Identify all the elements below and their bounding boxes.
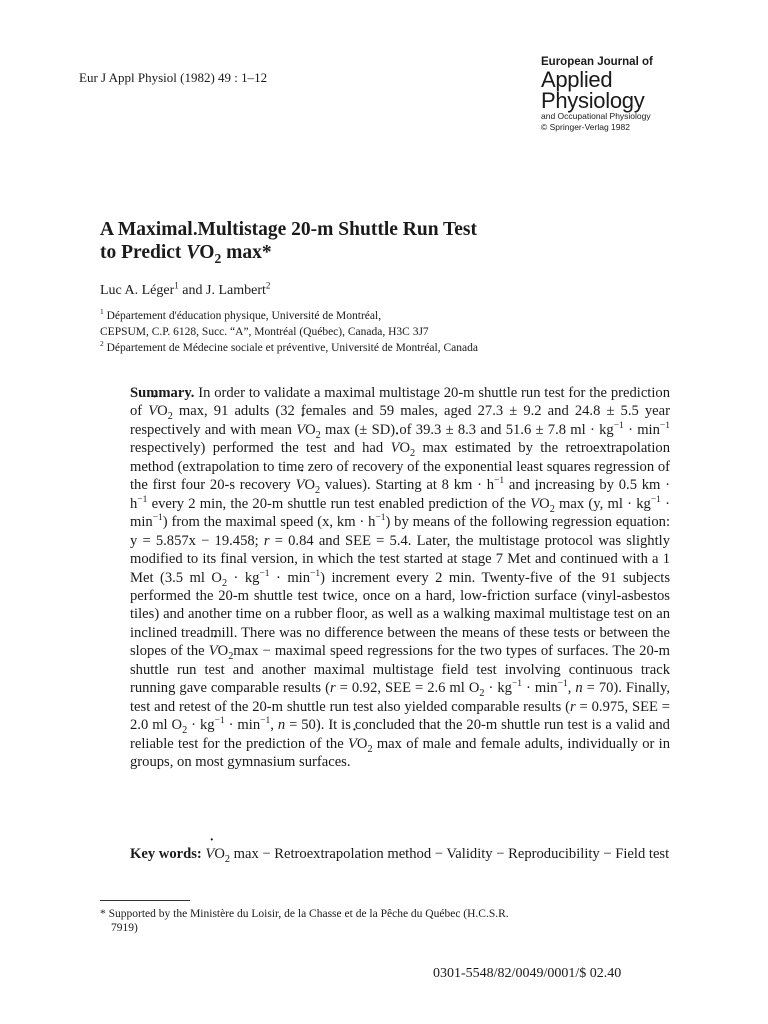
- title-line1: A Maximal Multistage 20-m Shuttle Run Test: [100, 219, 478, 240]
- summary-text-run: = 0.975, SEE = 2.0 ml O: [130, 698, 671, 734]
- summary-text-run: 2: [479, 688, 485, 700]
- summary-text-run: · min: [269, 569, 311, 586]
- summary-text-run: 2: [167, 411, 173, 423]
- summary-text-run: values). Starting at 8 km · h: [320, 477, 495, 494]
- journal-name-line2: Applied: [541, 67, 613, 92]
- summary-text-run: max (± SD) of 39.3 ± 8.3 and 51.6 ± 7.8 ml · kg: [320, 421, 614, 438]
- summary-text-run: max estimated by the retroextrapolation method (extrapolation to time zero of recovery of the exponential least squares regression of the first four 20-s recovery: [130, 440, 670, 494]
- summary-text-run: ,: [567, 680, 576, 697]
- summary-text-run: ) from the maximal speed (x, km · h: [162, 514, 376, 531]
- summary-text-run: ) by means of the following regression equation: y = 5.857x − 19.458;: [130, 514, 671, 549]
- summary-text-run: ˙ V: [391, 439, 400, 457]
- summary-text-run: O: [157, 403, 168, 420]
- summary-text-run: −1: [650, 494, 661, 505]
- keywords-paragraph: [130, 845, 670, 864]
- summary-text-run: ˙ V: [296, 421, 305, 439]
- summary-text-run: ,: [270, 717, 278, 734]
- author-1: Luc A. Léger: [100, 283, 175, 298]
- summary-text-run: O: [399, 440, 411, 457]
- summary-text-run: O: [304, 477, 316, 494]
- footnote-line1: * Supported by the Ministère du Loisir, de la Chasse et de la Pêche du Québec (H.C.S.R.: [100, 908, 509, 920]
- summary-text-run: n: [277, 717, 286, 734]
- summary-text-run: −1: [494, 476, 505, 487]
- summary-text-run: −1: [659, 421, 670, 432]
- summary-text-run: −1: [613, 421, 624, 432]
- summary-text-run: r: [570, 698, 576, 715]
- journal-citation: Eur J Appl Physiol (1982) 49 : 1–12: [79, 70, 268, 85]
- affil-1-text: Département d'éducation physique, Université de Montréal,: [103, 310, 382, 322]
- summary-text-run: = 0.84 and SEE = 5.4. Later, the multistage protocol was slightly modified to its final version, in which the test started at stage 7 Met and continued with a 1 Met (3.5 ml O: [130, 532, 671, 586]
- footnote-line2: 7919): [111, 922, 138, 934]
- journal-masthead: [541, 56, 653, 133]
- summary-text-run: and increasing by 0.5 km · h: [130, 477, 670, 512]
- title-line2-pre: to Predict: [100, 242, 187, 263]
- summary-text-run: · kg: [227, 569, 260, 586]
- keywords-label: Key words:: [130, 846, 202, 862]
- summary-text-run: max, 91 adults (32 females and 59 males, aged 27.3 ± 9.2 and 24.8 ± 5.5 year respectively and with mean: [130, 403, 670, 438]
- summary-text-run: · kg: [187, 717, 215, 734]
- summary-text-run: ) increment every 2 min. Twenty-five of the 91 subjects performed the 20-m shuttle test twice, once on a hard, low-friction surface (vinyl-asbestos tiles) and another time on a rubber floor, as well as a walking maximal multistage test on an inclined treadmill. There was no difference between the means of these tests or between the slopes of the: [130, 569, 670, 660]
- summary-text-run: · kg: [484, 680, 512, 697]
- summary-text-run: 2: [549, 503, 555, 515]
- summary-text-run: O: [356, 735, 368, 752]
- summary-text-run: −1: [137, 494, 148, 505]
- summary-text-run: ˙ V: [348, 735, 357, 753]
- summary-text-run: −1: [259, 568, 270, 579]
- article-code: 0301-5548/82/0049/0001/$ 02.40: [433, 966, 622, 981]
- title-line2-post: max*: [221, 242, 272, 263]
- author-list: [100, 280, 271, 299]
- summary-text-run: every 2 min, the 20-m shuttle run test enabled prediction of the: [147, 495, 531, 512]
- summary-text-run: ˙ V: [209, 642, 218, 660]
- summary-text-run: 2: [315, 429, 321, 441]
- summary-text-run: O: [217, 643, 229, 660]
- summary-text-run: · min: [623, 421, 660, 438]
- journal-subtitle: and Occupational Physiology: [541, 111, 651, 121]
- affiliations: [100, 308, 478, 356]
- journal-name-line3: Physiology: [541, 88, 645, 113]
- keywords-text: max − Retroextrapolation method − Validity − Reproducibility − Field test: [229, 846, 670, 862]
- summary-text-run: O: [305, 421, 316, 438]
- summary-text-run: · min: [522, 680, 558, 697]
- summary-text-run: −1: [310, 568, 321, 579]
- summary-text-run: ˙ V: [205, 845, 214, 864]
- summary-text-run: 2: [224, 853, 230, 865]
- summary-text-run: 2: [182, 725, 188, 737]
- summary-text-run: 2: [221, 577, 228, 589]
- summary-text-run: −1: [260, 716, 271, 727]
- summary-text-run: −1: [152, 513, 163, 524]
- summary-text-run: = 0.92, SEE = 2.6 ml O: [335, 680, 480, 697]
- summary-text-run: ˙ V: [530, 495, 539, 513]
- author-2: and J. Lambert: [178, 283, 266, 298]
- summary-label: Summary.: [130, 385, 195, 401]
- affil-2-text: Département de Médecine sociale et préventive, Université de Montréal, Canada: [103, 342, 478, 354]
- journal-name-line1: European Journal of: [541, 56, 653, 68]
- affiliation-1-address: CEPSUM, C.P. 6128, Succ. “A”, Montréal (Québec), Canada, H3C 3J7: [100, 326, 429, 338]
- summary-text-run: In order to validate a maximal multistage 20-m shuttle run test for the prediction of: [130, 385, 670, 420]
- summary-text-run: n: [575, 680, 583, 697]
- summary-text-run: · min: [130, 495, 670, 531]
- footnote: [100, 907, 676, 935]
- summary-text-run: · min: [224, 717, 261, 734]
- summary-text-run: −1: [214, 716, 225, 727]
- summary-text-run: respectively) performed the test and had: [130, 440, 391, 457]
- summary-text-run: max of male and female adults, individually or in groups, on most gymnasium surfaces.: [130, 735, 671, 771]
- footnote-divider: [100, 900, 190, 901]
- summary-paragraph: [130, 384, 670, 772]
- journal-copyright: © Springer-Verlag 1982: [541, 122, 630, 132]
- summary-text-run: r: [263, 532, 270, 549]
- title-v-symbol: ˙ V: [186, 241, 199, 264]
- summary-text-run: 2: [228, 651, 234, 663]
- summary-text-run: = 50). It is concluded that the 20-m shuttle run test is a valid and reliable test for the prediction of the: [130, 717, 670, 752]
- summary-text-run: max (y, ml · kg: [554, 495, 651, 512]
- affiliation-1: [100, 308, 478, 324]
- summary-text-run: O: [214, 846, 225, 862]
- summary-text-run: ˙ V: [148, 402, 157, 420]
- title-o-symbol: O: [199, 242, 215, 263]
- summary-text-run: 2: [315, 485, 321, 497]
- summary-text-run: max − maximal speed regressions for the two types of surfaces. The 20-m shuttle run test and another maximal multistage field test involving continuous track running gave comparable results (: [130, 643, 670, 697]
- affiliation-2: [100, 340, 478, 356]
- author-2-sup: 2: [265, 280, 271, 291]
- summary-text-run: r: [329, 680, 336, 697]
- summary-text-run: = 70). Finally, test and retest of the 20-m shuttle run test also yielded comparable results (: [130, 680, 670, 715]
- summary-text-run: 2: [410, 448, 416, 460]
- author-1-sup: 1: [174, 280, 179, 291]
- summary-text-run: O: [539, 495, 550, 512]
- summary-text-run: −1: [375, 513, 386, 524]
- summary-text-run: ˙ V: [296, 476, 305, 494]
- paper-title: [100, 218, 477, 264]
- affil-2-sup: 2: [100, 339, 104, 349]
- summary-text-run: −1: [557, 679, 568, 690]
- affil-1-sup: 1: [100, 307, 104, 317]
- summary-text-run: −1: [511, 679, 523, 690]
- summary-text-run: 2: [367, 743, 373, 755]
- title-sub: 2: [214, 250, 222, 266]
